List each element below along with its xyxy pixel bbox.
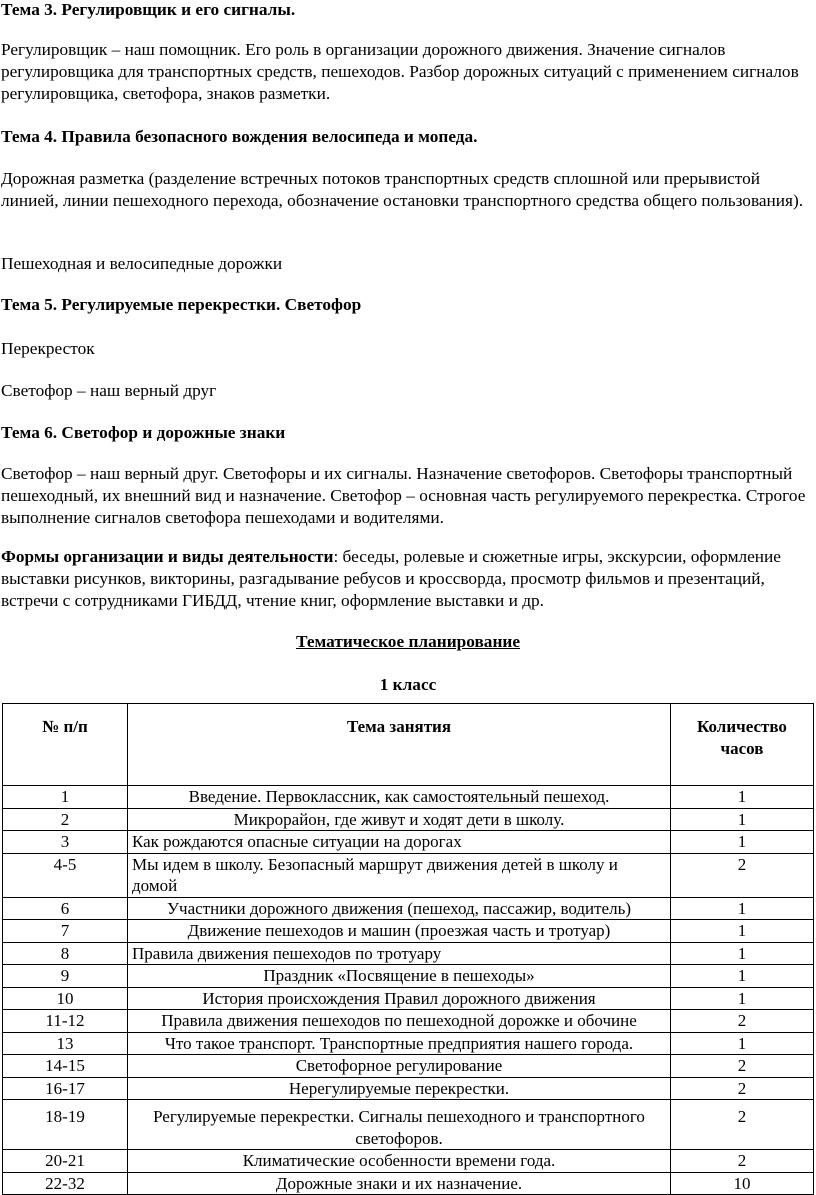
cell-num: 9 [3, 965, 128, 988]
table-row [3, 987, 814, 1010]
table-row [3, 831, 814, 854]
cell-topic: Как рождаются опасные ситуации на дорогах [128, 831, 671, 854]
cell-topic: Что такое транспорт. Транспортные предприятия нашего города. [128, 1032, 671, 1055]
cell-topic: Участники дорожного движения (пешеход, пассажир, водитель) [128, 897, 671, 920]
cell-topic: Правила движения пешеходов по тротуару [128, 942, 671, 965]
topic-6-title: Тема 6. Светофор и дорожные знаки [1, 423, 286, 442]
cell-topic: Введение. Первоклассник, как самостоятельный пешеход. [128, 786, 671, 809]
cell-hours: 1 [671, 897, 814, 920]
cell-topic: Дорожные знаки и их назначение. [128, 1172, 671, 1195]
header-topic: Тема занятия [128, 704, 671, 786]
header-hours: Количество часов [671, 704, 814, 786]
topic-4-text-2: Пешеходная и велосипедные дорожки [1, 254, 283, 273]
cell-hours: 2 [671, 1055, 814, 1078]
table-row [3, 1055, 814, 1078]
cell-hours: 1 [671, 942, 814, 965]
cell-hours: 10 [671, 1172, 814, 1195]
forms-text: : беседы, ролевые и сюжетные игры, экскурсии, оформление выставки рисунков, викторины, разгадывание ребусов и кроссворда, просмотр фильмов и презентаций, встречи с сотрудниками ГИБДД, чтение книг, оформление выставки и др. [1, 547, 781, 610]
topic-4-title: Тема 4. Правила безопасного вождения велосипеда и мопеда. [1, 127, 478, 146]
table-row [3, 1032, 814, 1055]
cell-num: 14-15 [3, 1055, 128, 1078]
cell-topic: История происхождения Правил дорожного движения [128, 987, 671, 1010]
table-row [3, 942, 814, 965]
cell-num: 4-5 [3, 853, 128, 897]
cell-hours: 1 [671, 1032, 814, 1055]
table-row [3, 1077, 814, 1100]
cell-num: 2 [3, 808, 128, 831]
table-row [3, 897, 814, 920]
topic-5-text-1: Перекресток [1, 339, 95, 358]
cell-hours: 2 [671, 1100, 814, 1150]
cell-num: 3 [3, 831, 128, 854]
cell-topic: Светофорное регулирование [128, 1055, 671, 1078]
cell-topic: Мы идем в школу. Безопасный маршрут движения детей в школу и домой [128, 853, 671, 897]
cell-topic: Регулируемые перекрестки. Сигналы пешеходного и транспортного светофоров. [128, 1100, 671, 1150]
grade-label: 1 класс [379, 675, 437, 694]
forms-label: Формы организации и виды деятельности [1, 547, 334, 566]
cell-num: 18-19 [3, 1100, 128, 1150]
table-row [3, 1100, 814, 1150]
topic-4-text: Дорожная разметка (разделение встречных потоков транспортных средств сплошной или прерывистой линией, линии пешеходного перехода, обозначение остановки транспортного средства общего пользования). [1, 169, 804, 210]
table-row [3, 853, 814, 897]
cell-hours: 1 [671, 808, 814, 831]
table-row [3, 1172, 814, 1195]
table-row [3, 1150, 814, 1173]
cell-topic: Праздник «Посвящение в пешеходы» [128, 965, 671, 988]
cell-num: 6 [3, 897, 128, 920]
cell-hours: 1 [671, 920, 814, 943]
cell-num: 7 [3, 920, 128, 943]
cell-hours: 2 [671, 1010, 814, 1033]
topic-5-title: Тема 5. Регулируемые перекрестки. Светофор [1, 295, 362, 314]
topic-6-text: Светофор – наш верный друг. Светофоры и их сигналы. Назначение светофоров. Светофоры транспортный пешеходный, их внешний вид и назначение. Светофор – основная часть регулируемого перекрестка. Строгое выполнение сигналов светофора пешеходами и водителями. [1, 464, 806, 527]
cell-hours: 2 [671, 853, 814, 897]
table-row [3, 786, 814, 809]
topic-3-title: Тема 3. Регулировщик и его сигналы. [1, 0, 296, 19]
table-row [3, 920, 814, 943]
cell-hours: 1 [671, 987, 814, 1010]
cell-topic: Правила движения пешеходов по пешеходной дорожке и обочине [128, 1010, 671, 1033]
table-row [3, 965, 814, 988]
topic-3-text: Регулировщик – наш помощник. Его роль в организации дорожного движения. Значение сигналов регулировщика для транспортных средств, пешеходов. Разбор дорожных ситуаций с применением сигналов регулировщика, светофора, знаков разметки. [1, 40, 799, 103]
cell-num: 10 [3, 987, 128, 1010]
cell-topic: Микрорайон, где живут и ходят дети в школу. [128, 808, 671, 831]
cell-hours: 1 [671, 786, 814, 809]
cell-num: 20-21 [3, 1150, 128, 1173]
cell-num: 11-12 [3, 1010, 128, 1033]
planning-table [2, 703, 814, 1195]
cell-hours: 1 [671, 831, 814, 854]
cell-topic: Движение пешеходов и машин (проезжая часть и тротуар) [128, 920, 671, 943]
forms-paragraph [1, 546, 808, 612]
cell-topic: Климатические особенности времени года. [128, 1150, 671, 1173]
cell-topic: Нерегулируемые перекрестки. [128, 1077, 671, 1100]
header-number: № п/п [3, 704, 128, 786]
cell-hours: 2 [671, 1077, 814, 1100]
cell-num: 1 [3, 786, 128, 809]
cell-num: 13 [3, 1032, 128, 1055]
cell-hours: 2 [671, 1150, 814, 1173]
cell-num: 16-17 [3, 1077, 128, 1100]
table-row [3, 808, 814, 831]
planning-title: Тематическое планирование [295, 632, 521, 651]
cell-hours: 1 [671, 965, 814, 988]
topic-5-text-2: Светофор – наш верный друг [1, 381, 217, 400]
cell-num: 8 [3, 942, 128, 965]
cell-num: 22-32 [3, 1172, 128, 1195]
table-header-row [3, 704, 814, 786]
table-row [3, 1010, 814, 1033]
